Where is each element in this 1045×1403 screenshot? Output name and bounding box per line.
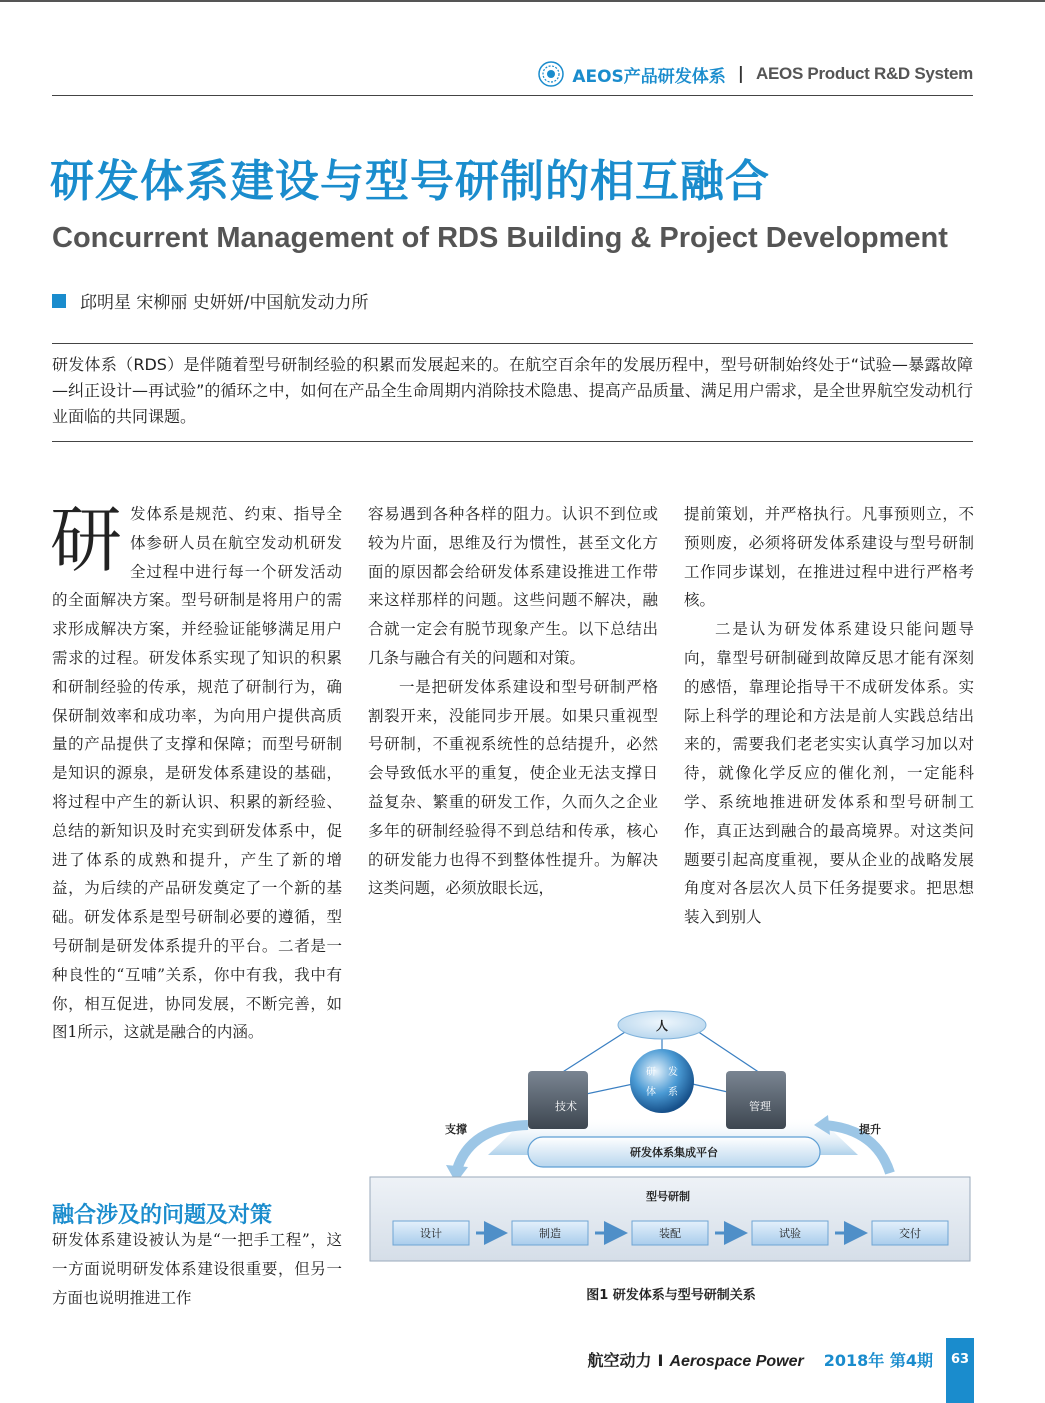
aeos-logo-icon [538,61,564,87]
footer-journal-cn: 航空动力 [587,1351,652,1370]
mgmt-label: 管理 [749,1100,771,1113]
tech-label: 技术 [555,1100,577,1113]
body-column-2 [368,500,658,903]
body-column-1-continued [52,1226,342,1312]
top-border [0,0,1045,2]
core-char: 研 [646,1067,656,1078]
core-char: 系 [668,1087,678,1098]
core-char: 发 [668,1067,678,1078]
header-en: AEOS Product R&D System [756,64,973,83]
page-number: 63 [946,1338,974,1403]
drop-cap: 研 [50,498,123,582]
body-column-1 [52,500,342,1047]
article-title-en: Concurrent Management of RDS Building & Project Development [52,222,948,254]
step-label: 交付 [899,1227,921,1240]
paragraph: 容易遇到各种各样的阻力。认识不到位或较为片面，思维及行为惯性，甚至文化方面的原因都会给研发体系建设推进工作带来这样那样的问题。这些问题不解决，融合就一定会有脱节现象产生。以下总结出几条与融合有关的问题和对策。 [368,505,658,667]
rds-core-sphere [630,1049,694,1113]
paragraph: 发体系是规范、约束、指导全体参研人员在航空发动机研发全过程中进行每一个研发活动的全面解决方案。型号研制是将用户的需求形成解决方案，并经验证能够满足用户需求的过程。研发体系实现了知识的积累和研制经验的传承，规范了研制行为，确保研制效率和成功率，为向用户提供高质量的产品提供了支撑和保障；而型号研制是知识的源泉，是研发体系建设的基础，将过程中产生的新认识、积累的新经验、总结的新知识及时充实到研发体系中，促进了体系的成熟和提升，产生了新的增益，为后续的产品研发奠定了一个新的基础。研发体系是型号研制必要的遵循，型号研制是研发体系提升的平台。二者是一种良性的“互哺”关系，你中有我，我中有你，相互促进，协同发展，不断完善，如图1所示，这就是融合的内涵。 [52,505,342,1042]
author-bullet-icon [52,294,66,308]
step-label: 试验 [779,1227,801,1240]
step-label: 制造 [539,1227,561,1240]
footer-bar: I [657,1351,664,1370]
step-label: 装配 [659,1227,681,1240]
core-char: 体 [646,1087,656,1098]
authors-line [52,288,369,313]
running-header [538,60,973,88]
paragraph: 一是把研发体系建设和型号研制严格割裂开来，没能同步开展。如果只重视型号研制，不重视系统性的总结提升，必然会导致低水平的重复，使企业无法支撑日益复杂、繁重的研发工作，久而久之企业多年的研制经验得不到总结和传承，核心的研发能力也得不到整体性提升。为解决这类问题，必须放眼长远， [368,677,658,898]
project-dev-label: 型号研制 [646,1190,690,1203]
abstract-bottom-rule [52,441,973,442]
promote-label: 提升 [859,1123,881,1136]
abstract-top-rule [52,343,973,344]
step-label: 设计 [420,1227,442,1240]
body-column-3 [684,500,974,932]
paragraph: 二是认为研发体系建设只能问题导向，靠型号研制碰到故障反思才能有深刻的感悟，靠理论指导干不成研发体系。实际上科学的理论和方法是前人实践总结出来的，需要我们老老实实认真学习加以对待，就像化学反应的催化剂，一定能科学、系统地推进研发体系和型号研制工作，真正达到融合的最高境界。对这类问题要引起高度重视，要从企业的战略发展角度对各层次人员下任务提要求。把思想装入到别人 [684,620,974,927]
footer-issue: 2018年 第4期 [823,1351,933,1370]
footer-journal-en: Aerospace Power [669,1353,804,1370]
person-label: 人 [655,1019,669,1033]
abstract: 研发体系（RDS）是伴随着型号研制经验的积累而发展起来的。在航空百余年的发展历程中，型号研制始终处于“试验—暴露故障—纠正设计—再试验”的循环之中，如何在产品全生命周期内消除技术隐患、提高产品质量、满足用户需求，是全世界航空发动机行业面临的共同课题。 [52,355,973,426]
paragraph: 研发体系建设被认为是“一把手工程”，这一方面说明研发体系建设很重要，但另一方面也说明推进工作 [52,1231,342,1307]
figure-caption: 图1 研发体系与型号研制关系 [586,1288,756,1303]
header-cn: AEOS产品研发体系 [572,66,726,87]
platform-label: 研发体系集成平台 [630,1146,718,1159]
authors-text: 邱明星 宋柳丽 史妍妍/中国航发动力所 [80,293,369,313]
article-title-cn: 研发体系建设与型号研制的相互融合 [50,156,770,207]
header-separator: | [737,64,745,84]
header-rule [52,95,973,96]
page-footer [588,1348,934,1371]
section-heading: 融合涉及的问题及对策 [52,1203,273,1228]
paragraph: 提前策划，并严格执行。凡事预则立，不预则废，必须将研发体系建设与型号研制工作同步谋划，在推进过程中进行严格考核。 [684,505,974,610]
support-label: 支撑 [445,1123,467,1136]
figure-1-diagram [368,1005,974,1275]
